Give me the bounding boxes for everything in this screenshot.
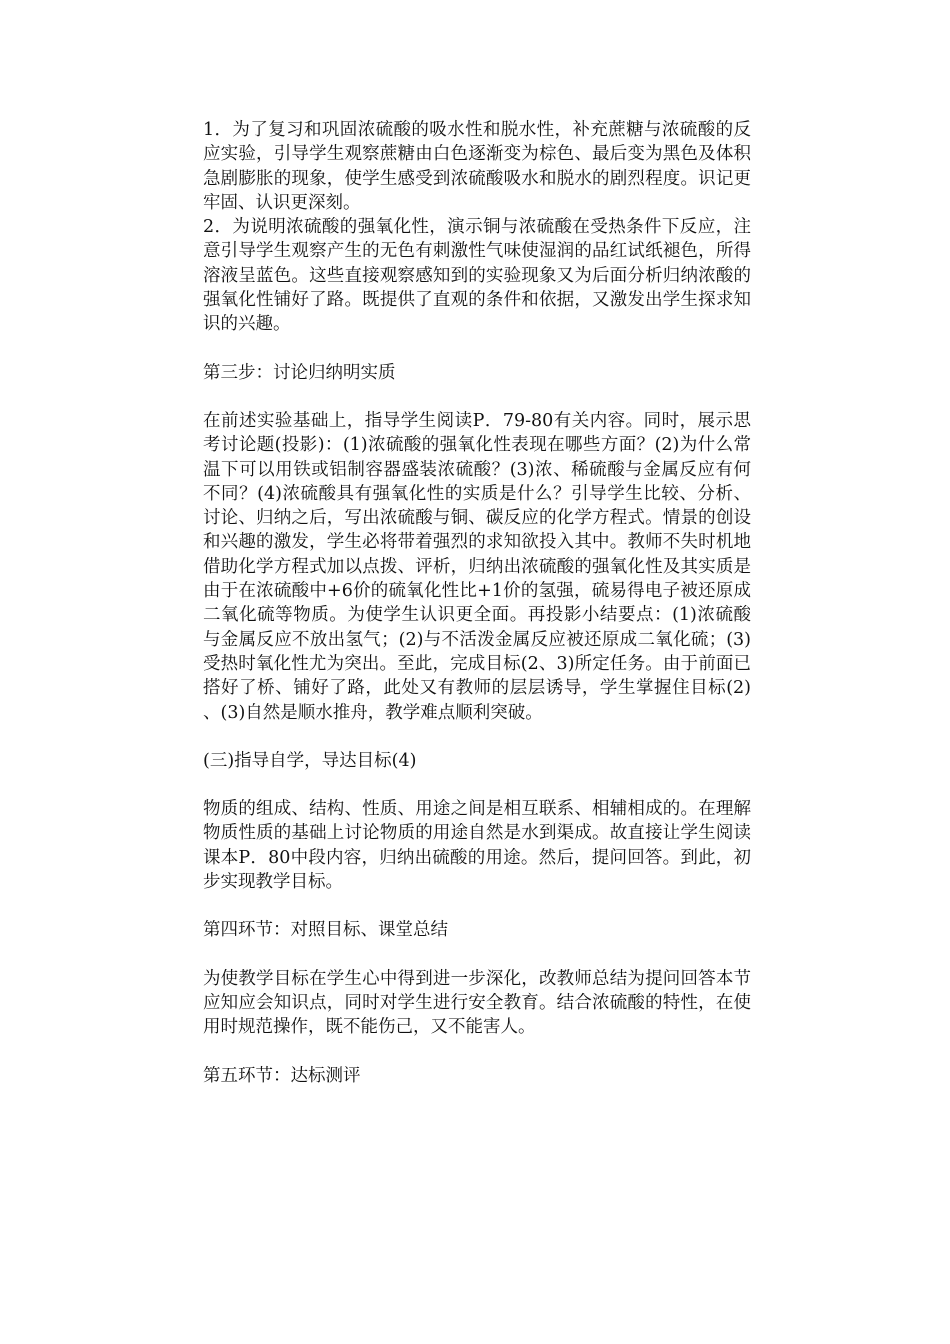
section-heading-self-study: (三)指导自学，导达目标(4)	[203, 750, 417, 771]
paragraph-sugar-experiment: 1．为了复习和巩固浓硫酸的吸水性和脱水性，补充蔗糖与浓硫酸的反应实验，引导学生观察蔗糖由白色逐渐变为棕色、最后变为黑色及体积急剧膨胀的现象，使学生感受到浓硫酸吸水和脱水的剧烈程度。识记更牢固、认识更深刻。	[203, 120, 751, 213]
section-heading-step-five: 第五环节：达标测评	[203, 1065, 361, 1086]
paragraph-spacer	[203, 337, 751, 361]
paragraph-summary: 为使教学目标在学生心中得到进一步深化，改教师总结为提问回答本节应知应会知识点，同时对学生进行安全教育。结合浓硫酸的特性，在使用时规范操作，既不能伤己，又不能害人。	[203, 968, 751, 1038]
paragraph-spacer	[203, 943, 751, 967]
section-heading-step-three: 第三步：讨论归纳明实质	[203, 362, 396, 383]
paragraph-discussion: 在前述实验基础上，指导学生阅读P．79-80有关内容。同时，展示思考讨论题(投影)：(1)浓硫酸的强氧化性表现在哪些方面？(2)为什么常温下可以用铁或铝制容器盛装浓硫酸？(3)浓、稀硫酸与金属反应有何不同？(4)浓硫酸具有强氧化性的实质是什么？引导学生比较、分析、讨论、归纳之后，写出浓硫酸与铜、碳反应的化学方程式。情景的创设和兴趣的激发，学生必将带着强烈的求知欲投入其中。教师不失时机地借助化学方程式加以点拨、评析，归纳出浓硫酸的强氧化性及其实质是由于在浓硫酸中+6价的硫氧化性比+1价的氢强，硫易得电子被还原成二氧化硫等物质。为使学生认识更全面。再投影小结要点：(1)浓硫酸与金属反应不放出氢气；(2)与不活泼金属反应被还原成二氧化硫；(3)受热时氧化性尤为突出。至此，完成目标(2、3)所定任务。由于前面已搭好了桥、铺好了路，此处又有教师的层层诱导，学生掌握住目标(2)、(3)自然是顺水推舟，教学难点顺利突破。	[203, 410, 751, 723]
paragraph-spacer	[203, 894, 751, 918]
paragraph-spacer	[203, 725, 751, 749]
paragraph-uses: 物质的组成、结构、性质、用途之间是相互联系、相辅相成的。在理解物质性质的基础上讨论物质的用途自然是水到渠成。故直接让学生阅读课本P．80中段内容，归纳出硫酸的用途。然后，提问回答。到此，初步实现教学目标。	[203, 799, 751, 893]
paragraph-spacer	[203, 773, 751, 797]
paragraph-copper-experiment: 2．为说明浓硫酸的强氧化性，演示铜与浓硫酸在受热条件下反应，注意引导学生观察产生的无色有刺激性气味使湿润的品红试纸褪色，所得溶液呈蓝色。这些直接观察感知到的实验现象又为后面分析归纳浓酸的强氧化性铺好了路。既提供了直观的条件和依据，又激发出学生探求知识的兴趣。	[203, 217, 751, 335]
paragraph-spacer	[203, 385, 751, 409]
document-body	[203, 118, 751, 1088]
paragraph-spacer	[203, 1040, 751, 1064]
section-heading-step-four: 第四环节：对照目标、课堂总结	[203, 920, 448, 941]
